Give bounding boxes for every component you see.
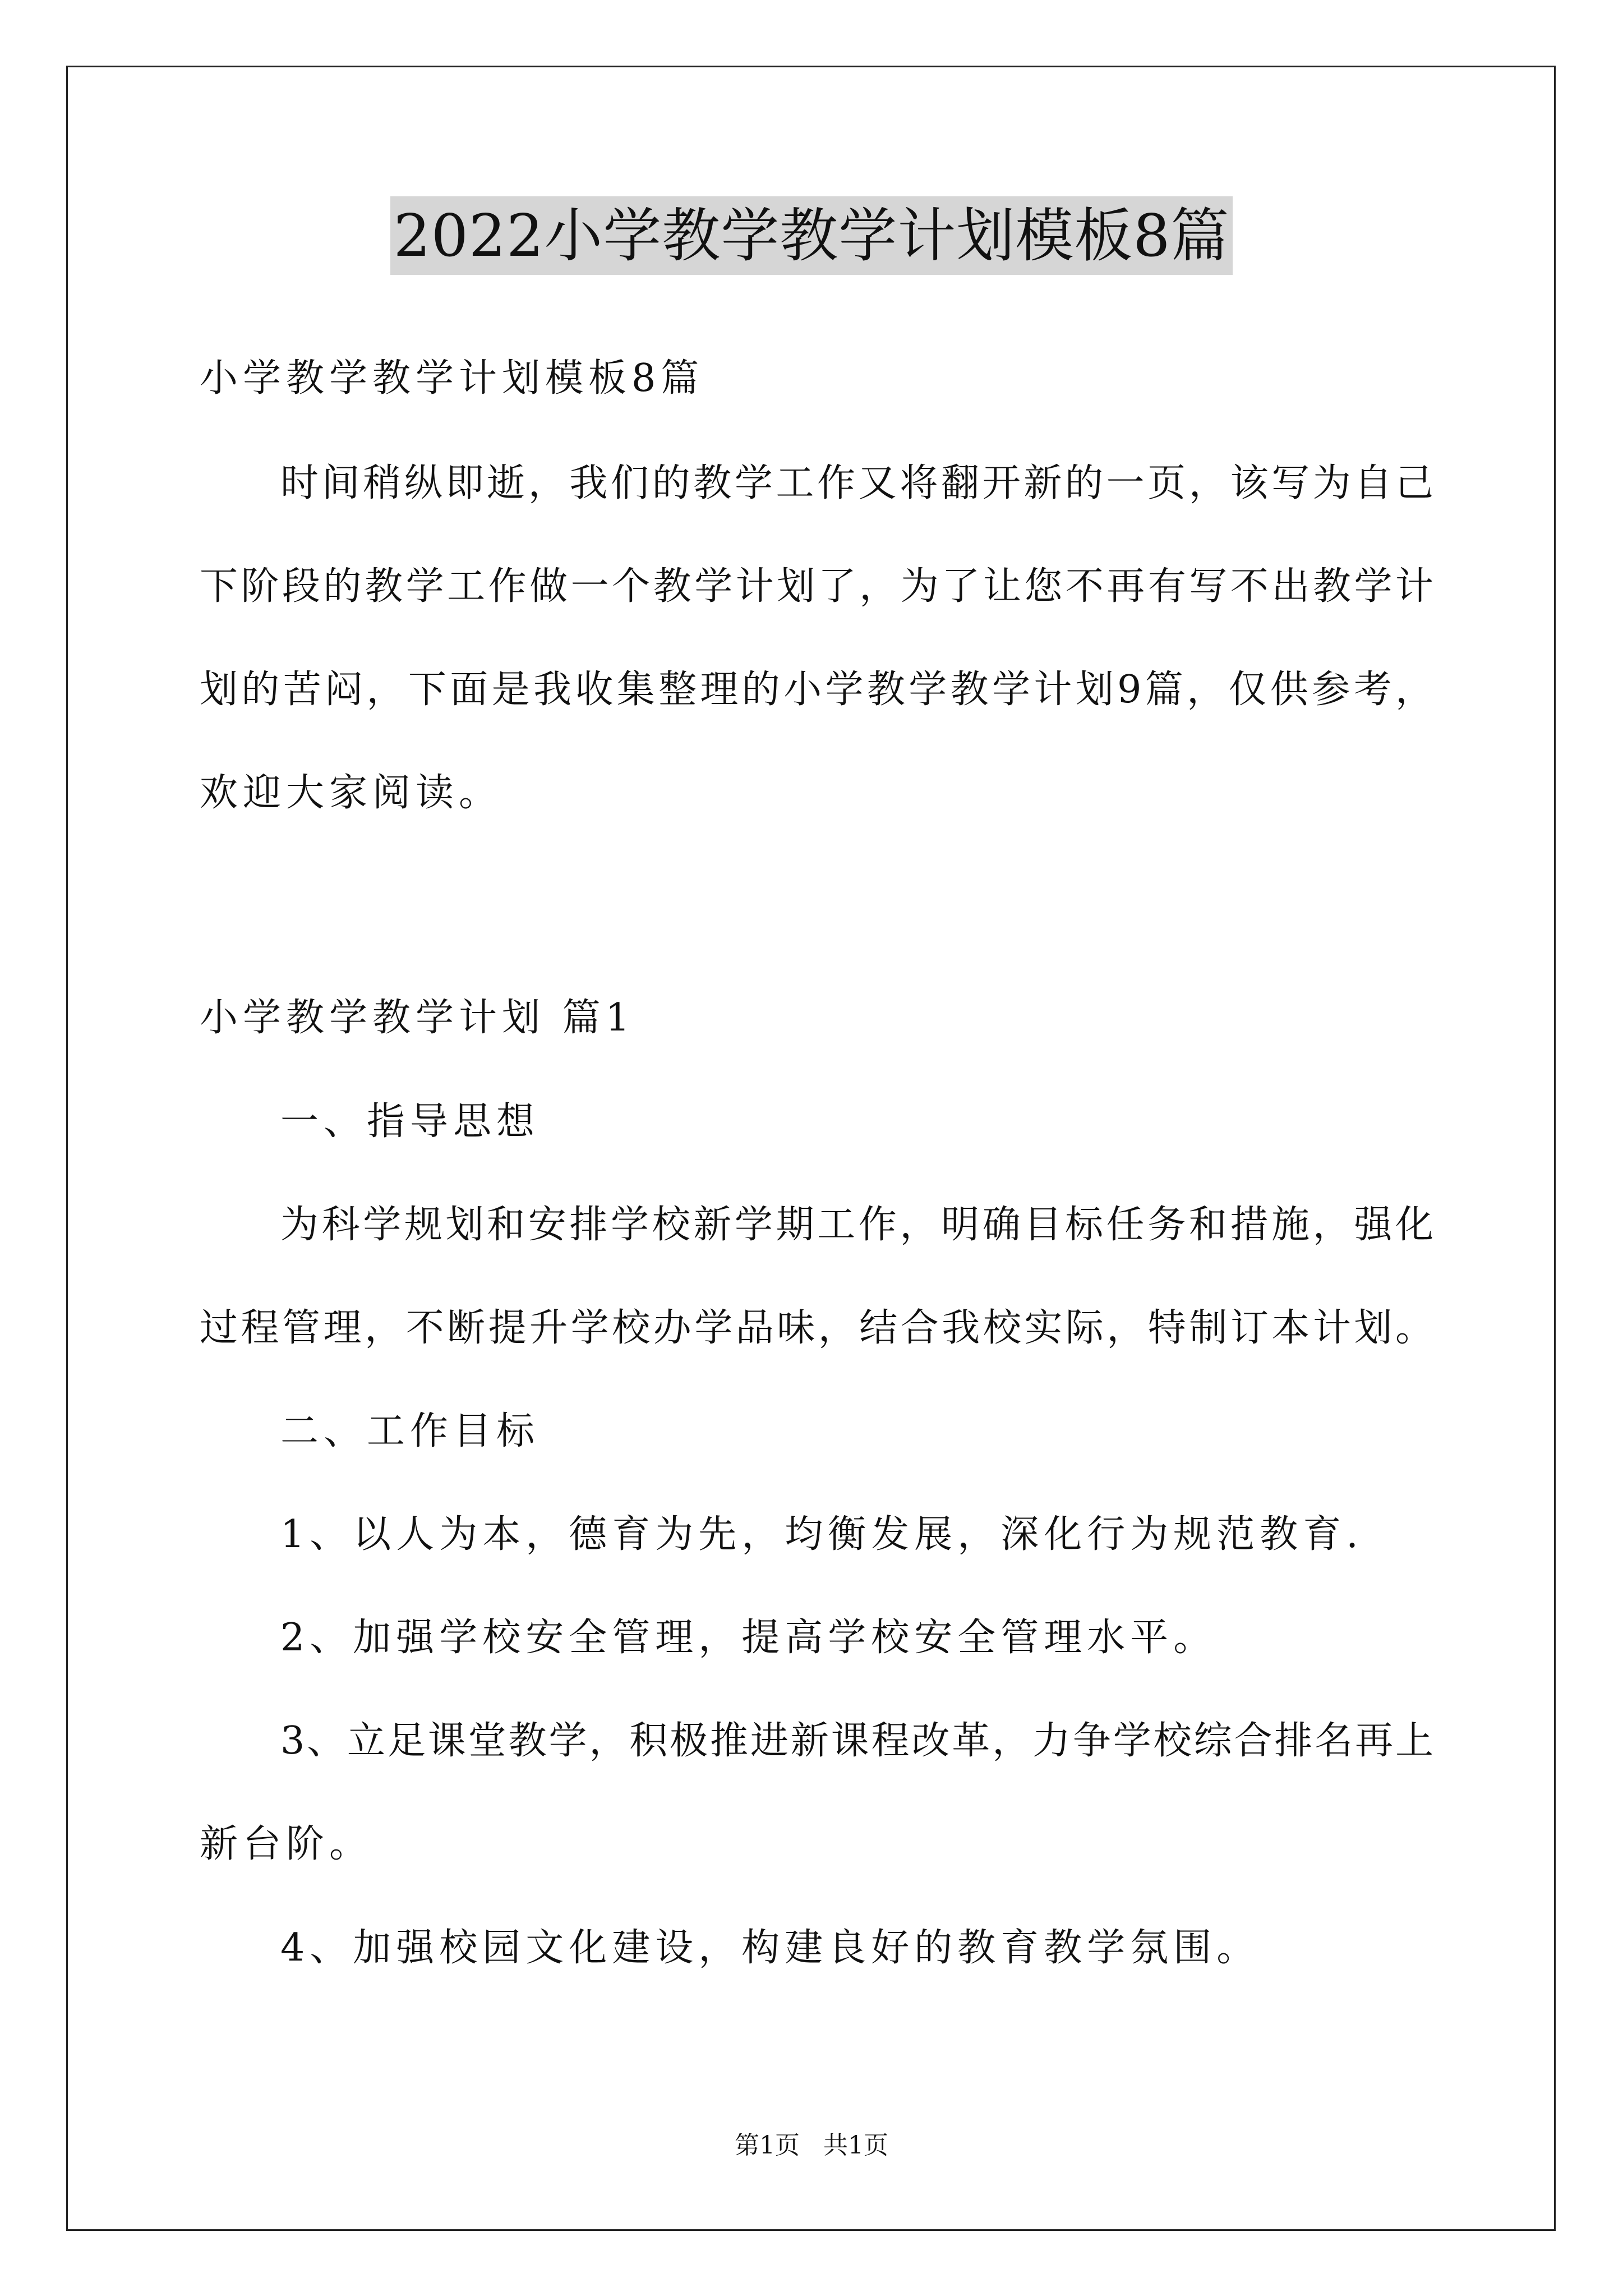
subheading-work-goals: 二、工作目标 <box>280 1409 540 1453</box>
goal-item-1: 1、以人为本，德育为先，均衡发展，深化行为规范教育. <box>280 1512 1363 1557</box>
intro-line-2: 下阶段的教学工作做一个教学计划了，为了让您不再有写不出教学计 <box>200 564 1433 609</box>
page-footer: 第1页 共1页 <box>735 2131 888 2160</box>
paragraph-line-2: 过程管理，不断提升学校办学品味，结合我校实际，特制订本计划。 <box>200 1306 1433 1350</box>
document-title-text: 2022小学教学教学计划模板8篇 <box>390 196 1233 275</box>
intro-line-4: 欢迎大家阅读。 <box>200 771 502 815</box>
document-title <box>0 196 1623 275</box>
section-heading: 小学教学教学计划 篇1 <box>200 996 635 1040</box>
subheading-guiding-ideology: 一、指导思想 <box>280 1099 540 1144</box>
paragraph-line-1: 为科学规划和安排学校新学期工作，明确目标任务和措施，强化 <box>280 1203 1433 1247</box>
goal-item-2: 2、加强学校安全管理，提高学校安全管理水平。 <box>280 1616 1217 1660</box>
intro-line-3: 划的苦闷，下面是我收集整理的小学教学教学计划9篇，仅供参考， <box>200 668 1433 712</box>
goal-item-4: 4、加强校园文化建设，构建良好的教育教学氛围。 <box>280 1926 1260 1970</box>
goal-item-3-continued: 新台阶。 <box>200 1822 373 1866</box>
goal-item-3: 3、立足课堂教学，积极推进新课程改革，力争学校综合排名再上 <box>280 1719 1433 1763</box>
subtitle: 小学教学教学计划模板8篇 <box>200 356 704 401</box>
intro-line-1: 时间稍纵即逝，我们的教学工作又将翻开新的一页，该写为自己 <box>280 461 1433 505</box>
